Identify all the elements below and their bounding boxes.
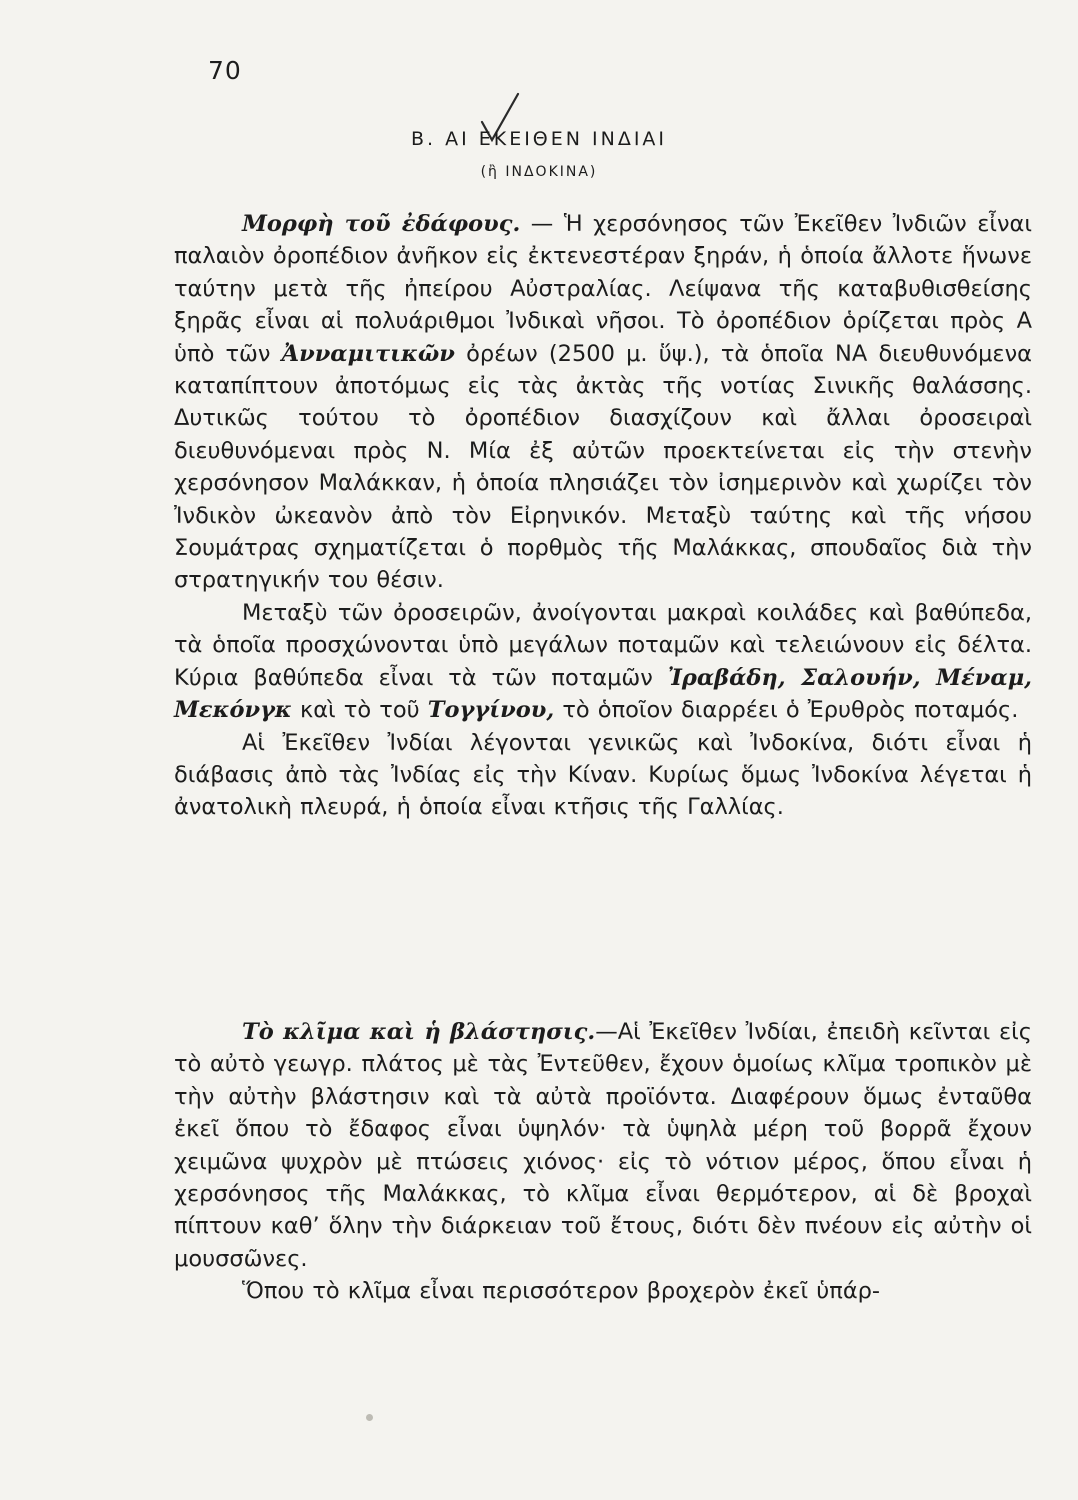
section-heading: Μορφὴ τοῦ ἐδάφους. <box>242 211 521 237</box>
section-paragraph <box>174 208 1032 597</box>
section-paragraph <box>174 1016 1032 1275</box>
chapter-title: Β. ΑΙ ΕΚΕΙΘΕΝ ΙΝΔΙΑΙ <box>410 128 668 150</box>
section-paragraph: Ὅπου τὸ κλῖμα εἶναι περισσότερον βροχερὸν ἐκεῖ ὑπάρ- <box>242 1278 881 1305</box>
ink-dot <box>366 1414 373 1421</box>
paragraph-text: Μεταξὺ τῶν ὀροσειρῶν, ἀνοίγονται μακραὶ κοιλάδες καὶ βαθύπεδα, τὰ ὁποῖα προσχώνονται ὑπὸ μεγάλων ποταμῶν καὶ τελειώνουν εἰς δέλτα. Κύρια βαθύπεδα εἶναι τὰ τῶν ποταμῶν <box>174 599 1032 691</box>
emphasized-term: Ἀνναμιτικῶν <box>281 340 455 367</box>
paragraph-text: ὀρέων (2500 μ. ὕψ.), τὰ ὁποῖα ΝΑ διευθυνόμενα καταπίπτουν ἀποτόμως εἰς τὰς ἀκτὰς τῆς νοτίας Σινικῆς θαλάσσης. Δυτικῶς τούτου τὸ ὀροπέδιον διασχίζουν καὶ ἄλλαι ὀροσειραὶ διευθυνόμεναι πρὸς Ν. Μία ἐξ αὐτῶν προεκτείνεται εἰς τὴν στενὴν χερσόνησον Μαλάκκαν, ἡ ὁποία πλησιάζει τὸν ἰσημερινὸν καὶ χωρίζει τὸν Ἰνδικὸν ὠκεανὸν ἀπὸ τὸν Εἰρηνικόν. Μεταξὺ ταύτης καὶ τῆς νήσου Σουμάτρας σχηματίζεται ὁ πορθμὸς τῆς Μαλάκκας, σπουδαῖος διὰ τὴν στρατηγικήν του θέσιν. <box>174 340 1032 594</box>
emphasized-term: Τογγίνου, <box>427 697 555 724</box>
paragraph-text: καὶ τὸ τοῦ <box>291 697 428 724</box>
section-paragraph: Αἱ Ἐκεῖθεν Ἰνδίαι λέγονται γενικῶς καὶ Ἰνδοκίνα, διότι εἶναι ἡ διάβασις ἀπὸ τὰς Ἰνδίας εἰς τὴν Κίναν. Κυρίως ὅμως Ἰνδοκίνα λέγεται ἡ ἀνατολικὴ πλευρά, ἡ ὁποία εἶναι κτῆσις τῆς Γαλλίας. <box>174 729 1032 821</box>
paragraph-text: —Αἱ Ἐκεῖθεν Ἰνδίαι, ἐπειδὴ κεῖνται εἰς τὸ αὐτὸ γεωγρ. πλάτος μὲ τὰς Ἐντεῦθεν, ἔχουν ὁμοίως κλῖμα τροπικὸν μὲ τὴν αὐτὴν βλάστησιν καὶ τὰ αὐτὰ προϊόντα. Διαφέρουν ὅμως ἐνταῦθα ἐκεῖ ὅπου τὸ ἔδαφος εἶναι ὑψηλόν· τὰ ὑψηλὰ μέρη τοῦ βορρᾶ ἔχουν χειμῶνα ψυχρὸν μὲ πτώσεις χιόνος· εἰς τὸ νότιον μέρος, ὅπου εἶναι ἡ χερσόνησος τῆς Μαλάκκας, τὸ κλῖμα εἶναι θερμότερον, αἱ δὲ βροχαὶ πίπτουν καθ’ ὅλην τὴν διάρκειαν τοῦ ἔτους, διότι δὲν πνέουν εἰς αὐτὴν οἱ μουσσῶνες. <box>174 1019 1032 1272</box>
section-landform <box>174 208 1032 824</box>
section-climate <box>174 1016 1032 1308</box>
page-number: 70 <box>208 56 242 85</box>
chapter-subtitle: (ἢ ΙΝΔΟΚΙΝΑ) <box>480 164 598 180</box>
paragraph-text: — Ἡ χερσόνησος τῶν Ἐκεῖθεν Ἰνδιῶν εἶναι παλαιὸν ὀροπέδιον ἀνῆκον εἰς ἐκτενεστέραν ξηράν, ἡ ὁποία ἄλλοτε ἥνωνε ταύτην μετὰ τῆς ἠπείρου Αὐστραλίας. Λείψανα τῆς καταβυθισθείσης ξηρᾶς εἶναι αἱ πολυάριθμοι Ἰνδικαὶ νῆσοι. Τὸ ὀροπέδιον ὁρίζεται πρὸς Α ὑπὸ τῶν <box>174 211 1032 367</box>
paragraph-text: τὸ ὁποῖον διαρρέει ὁ Ἐρυθρὸς ποταμός. <box>554 697 1019 724</box>
section-paragraph <box>174 597 1032 727</box>
emphasized-term: Ἰραβάδη, Σαλουήν, Μέναμ, Μεκόνγκ <box>174 664 1032 724</box>
section-heading: Τὸ κλῖμα καὶ ἡ βλάστησις. <box>242 1019 596 1045</box>
